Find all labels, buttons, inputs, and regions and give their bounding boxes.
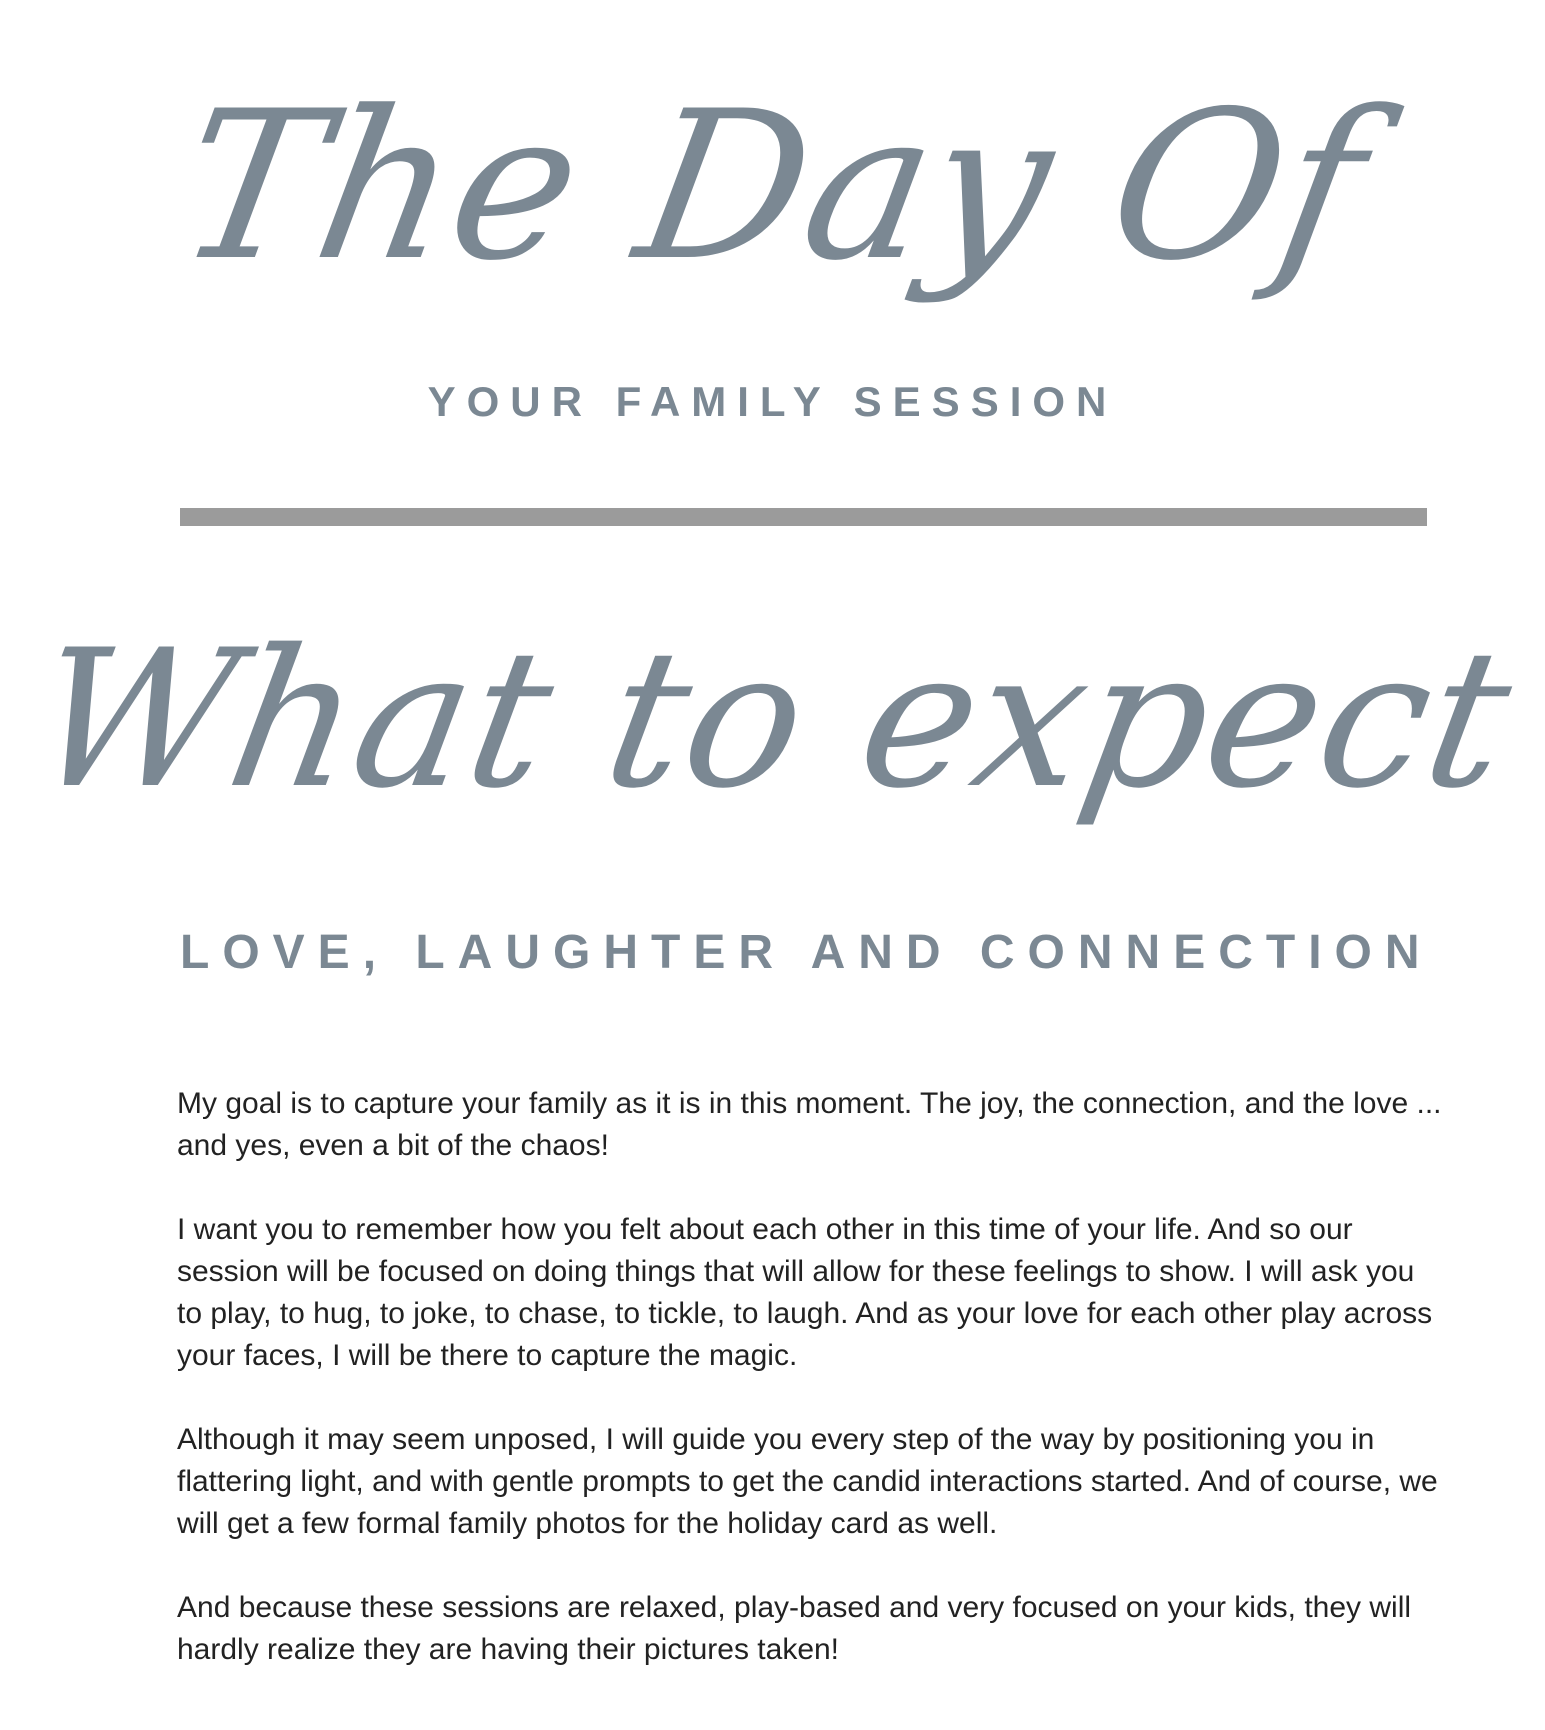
body-text [177,1083,1447,1713]
paragraph: I want you to remember how you felt about each other in this time of your life. And so our session will be focused on doing things that will allow for these feelings to show. I will ask you to play, to hug, to joke, to chase, to tickle, to laugh. And as your love for each other play across your faces, I will be there to capture the magic. [177,1213,1433,1372]
section-subtitle: LOVE, LAUGHTER AND CONNECTION [180,926,1433,979]
paragraph: And because these sessions are relaxed, play-based and very focused on your kids, they will hardly realize they are having their pictures taken! [177,1591,1412,1666]
page-title: The Day Of [163,68,1382,306]
page-subtitle: YOUR FAMILY SESSION [427,378,1118,425]
paragraph: My goal is to capture your family as it is in this moment. The joy, the connection, and the love ... and yes, even a bit of the chaos! [177,1087,1442,1162]
section-title: What to expect [18,609,1527,830]
paragraph: Although it may seem unposed, I will guide you every step of the way by positioning you in flattering light, and with gentle prompts to get the candid interactions started. And of course, we will get a few formal family photos for the holiday card as well. [177,1423,1438,1540]
section-divider [180,508,1427,526]
